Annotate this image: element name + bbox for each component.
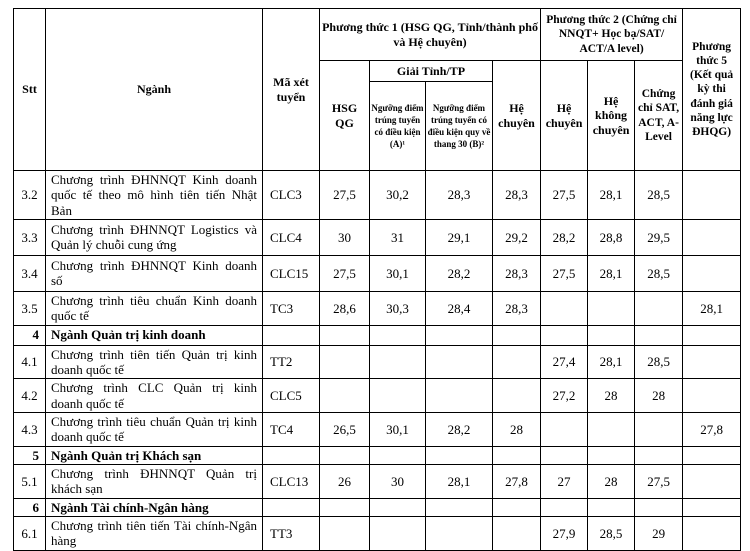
score-cell: 27,9 [541, 516, 588, 550]
program-name: Chương trình ĐHNNQT Kinh doanh số [46, 255, 263, 291]
admission-code: TT3 [263, 516, 320, 550]
score-cell [493, 325, 541, 345]
score-cell [320, 446, 370, 464]
header-ma-xet-tuyen: Mã xét tuyển [263, 9, 320, 171]
header-chung-chi: Chứng chỉ SAT, ACT, A-Level [635, 61, 683, 171]
header-phuong-thuc-2: Phương thức 2 (Chứng chỉ NNQT+ Học bạ/SAT/ ACT/A level) [541, 9, 683, 61]
score-cell [370, 498, 426, 516]
score-cell [320, 516, 370, 550]
section-name: Ngành Quản trị Khách sạn [46, 446, 263, 464]
score-cell: 27,5 [320, 171, 370, 220]
score-cell [683, 379, 741, 413]
score-cell [588, 498, 635, 516]
score-cell: 28,5 [635, 255, 683, 291]
header-stt: Stt [14, 9, 46, 171]
score-cell: 28,2 [426, 255, 493, 291]
section-row [14, 325, 741, 345]
score-cell: 29,1 [426, 219, 493, 255]
table-body [14, 171, 741, 551]
row-stt: 3.3 [14, 219, 46, 255]
score-cell [683, 219, 741, 255]
score-cell [320, 345, 370, 379]
score-cell [426, 516, 493, 550]
table-row [14, 379, 741, 413]
score-cell: 31 [370, 219, 426, 255]
score-cell: 28 [635, 379, 683, 413]
score-cell: 28,2 [426, 412, 493, 446]
table-row [14, 516, 741, 550]
score-cell [683, 345, 741, 379]
score-cell: 28,1 [588, 255, 635, 291]
score-cell [493, 345, 541, 379]
score-cell: 28,5 [635, 345, 683, 379]
score-cell: 28 [588, 379, 635, 413]
header-nguong-b: Ngưỡng điểm trúng tuyển có điều kiện quy về thang 30 (B)² [426, 82, 493, 171]
score-cell [635, 291, 683, 325]
score-cell: 28,1 [683, 291, 741, 325]
row-stt: 6 [14, 498, 46, 516]
score-cell: 27,8 [493, 464, 541, 498]
score-cell [370, 516, 426, 550]
program-name: Chương trình ĐHNNQT Kinh doanh quốc tế theo mô hình tiên tiến Nhật Bản [46, 171, 263, 220]
score-cell [635, 325, 683, 345]
section-name: Ngành Quản trị kinh doanh [46, 325, 263, 345]
score-cell [541, 498, 588, 516]
admission-code [263, 498, 320, 516]
score-cell: 28,4 [426, 291, 493, 325]
admission-code: CLC5 [263, 379, 320, 413]
score-cell: 28,5 [635, 171, 683, 220]
score-cell [426, 325, 493, 345]
program-name: Chương trình tiên tiến Tài chính-Ngân hàng [46, 516, 263, 550]
admission-code: TC4 [263, 412, 320, 446]
score-cell [541, 412, 588, 446]
admission-code: CLC3 [263, 171, 320, 220]
score-cell: 28,3 [493, 291, 541, 325]
score-cell: 28,3 [493, 255, 541, 291]
score-cell: 27,8 [683, 412, 741, 446]
score-cell [493, 446, 541, 464]
table-row [14, 345, 741, 379]
score-cell [541, 446, 588, 464]
admission-cutoff-table [13, 8, 741, 551]
score-cell: 27,5 [541, 171, 588, 220]
score-cell: 26,5 [320, 412, 370, 446]
score-cell [320, 498, 370, 516]
score-cell [493, 498, 541, 516]
table-row [14, 464, 741, 498]
score-cell: 29,2 [493, 219, 541, 255]
table-row [14, 291, 741, 325]
score-cell [320, 379, 370, 413]
score-cell: 27,5 [541, 255, 588, 291]
header-phuong-thuc-5: Phương thức 5 (Kết quả kỳ thi đánh giá năng lực ĐHQG) [683, 9, 741, 171]
score-cell [588, 446, 635, 464]
program-name: Chương trình ĐHNNQT Quản trị khách sạn [46, 464, 263, 498]
header-he-chuyen-pt2: Hệ chuyên [541, 61, 588, 171]
score-cell [541, 325, 588, 345]
table-row [14, 219, 741, 255]
score-cell [426, 446, 493, 464]
header-he-khong-chuyen: Hệ không chuyên [588, 61, 635, 171]
section-name: Ngành Tài chính-Ngân hàng [46, 498, 263, 516]
program-name: Chương trình tiêu chuẩn Quản trị kinh doanh quốc tế [46, 412, 263, 446]
score-cell [588, 412, 635, 446]
score-cell: 30 [320, 219, 370, 255]
score-cell [683, 464, 741, 498]
row-stt: 4.1 [14, 345, 46, 379]
table-row [14, 171, 741, 220]
table-header [14, 9, 741, 171]
score-cell [370, 345, 426, 379]
score-cell [493, 516, 541, 550]
score-cell: 28 [588, 464, 635, 498]
score-cell [426, 345, 493, 379]
score-cell: 26 [320, 464, 370, 498]
admission-code: TT2 [263, 345, 320, 379]
score-cell [683, 325, 741, 345]
score-cell [541, 291, 588, 325]
header-hsg-qg: HSG QG [320, 61, 370, 171]
score-cell: 29 [635, 516, 683, 550]
score-cell: 27,5 [320, 255, 370, 291]
score-cell: 28,5 [588, 516, 635, 550]
score-cell [683, 516, 741, 550]
header-nguong-a: Ngưỡng điểm trúng tuyển có điều kiện (A)¹ [370, 82, 426, 171]
program-name: Chương trình CLC Quản trị kinh doanh quốc tế [46, 379, 263, 413]
row-stt: 4 [14, 325, 46, 345]
score-cell: 30,3 [370, 291, 426, 325]
score-cell: 27,5 [635, 464, 683, 498]
header-giai-tinh-tp: Giải Tỉnh/TP [370, 61, 493, 82]
score-cell [370, 379, 426, 413]
section-row [14, 498, 741, 516]
score-cell: 28 [493, 412, 541, 446]
admission-code: CLC15 [263, 255, 320, 291]
score-cell: 28,2 [541, 219, 588, 255]
score-cell [320, 325, 370, 345]
admission-code: CLC13 [263, 464, 320, 498]
table-row [14, 255, 741, 291]
score-cell [370, 446, 426, 464]
program-name: Chương trình ĐHNNQT Logistics và Quản lý chuỗi cung ứng [46, 219, 263, 255]
score-cell: 28,6 [320, 291, 370, 325]
score-cell [683, 171, 741, 220]
row-stt: 6.1 [14, 516, 46, 550]
score-cell [683, 498, 741, 516]
row-stt: 4.3 [14, 412, 46, 446]
header-he-chuyen-pt1: Hệ chuyên [493, 61, 541, 171]
score-cell: 28,3 [493, 171, 541, 220]
row-stt: 3.5 [14, 291, 46, 325]
score-cell: 27 [541, 464, 588, 498]
admission-code [263, 446, 320, 464]
score-cell: 30,2 [370, 171, 426, 220]
score-cell: 30,1 [370, 255, 426, 291]
score-cell [493, 379, 541, 413]
score-cell [588, 291, 635, 325]
table-row [14, 412, 741, 446]
score-cell [635, 446, 683, 464]
score-cell: 28,3 [426, 171, 493, 220]
score-cell: 28,1 [588, 345, 635, 379]
row-stt: 3.4 [14, 255, 46, 291]
header-phuong-thuc-1: Phương thức 1 (HSG QG, Tỉnh/thành phố và Hệ chuyên) [320, 9, 541, 61]
admission-code: TC3 [263, 291, 320, 325]
score-cell: 27,4 [541, 345, 588, 379]
program-name: Chương trình tiên tiến Quản trị kinh doanh quốc tế [46, 345, 263, 379]
score-cell [683, 255, 741, 291]
header-nganh: Ngành [46, 9, 263, 171]
admission-cutoff-document [13, 8, 741, 551]
score-cell [426, 498, 493, 516]
score-cell: 30 [370, 464, 426, 498]
score-cell: 28,8 [588, 219, 635, 255]
score-cell [588, 325, 635, 345]
score-cell: 29,5 [635, 219, 683, 255]
score-cell [370, 325, 426, 345]
row-stt: 3.2 [14, 171, 46, 220]
admission-code: CLC4 [263, 219, 320, 255]
row-stt: 5 [14, 446, 46, 464]
score-cell: 30,1 [370, 412, 426, 446]
score-cell [635, 498, 683, 516]
score-cell [426, 379, 493, 413]
program-name: Chương trình tiêu chuẩn Kinh doanh quốc tế [46, 291, 263, 325]
admission-code [263, 325, 320, 345]
score-cell [635, 412, 683, 446]
row-stt: 5.1 [14, 464, 46, 498]
score-cell: 28,1 [588, 171, 635, 220]
score-cell [683, 446, 741, 464]
row-stt: 4.2 [14, 379, 46, 413]
score-cell: 28,1 [426, 464, 493, 498]
score-cell: 27,2 [541, 379, 588, 413]
section-row [14, 446, 741, 464]
